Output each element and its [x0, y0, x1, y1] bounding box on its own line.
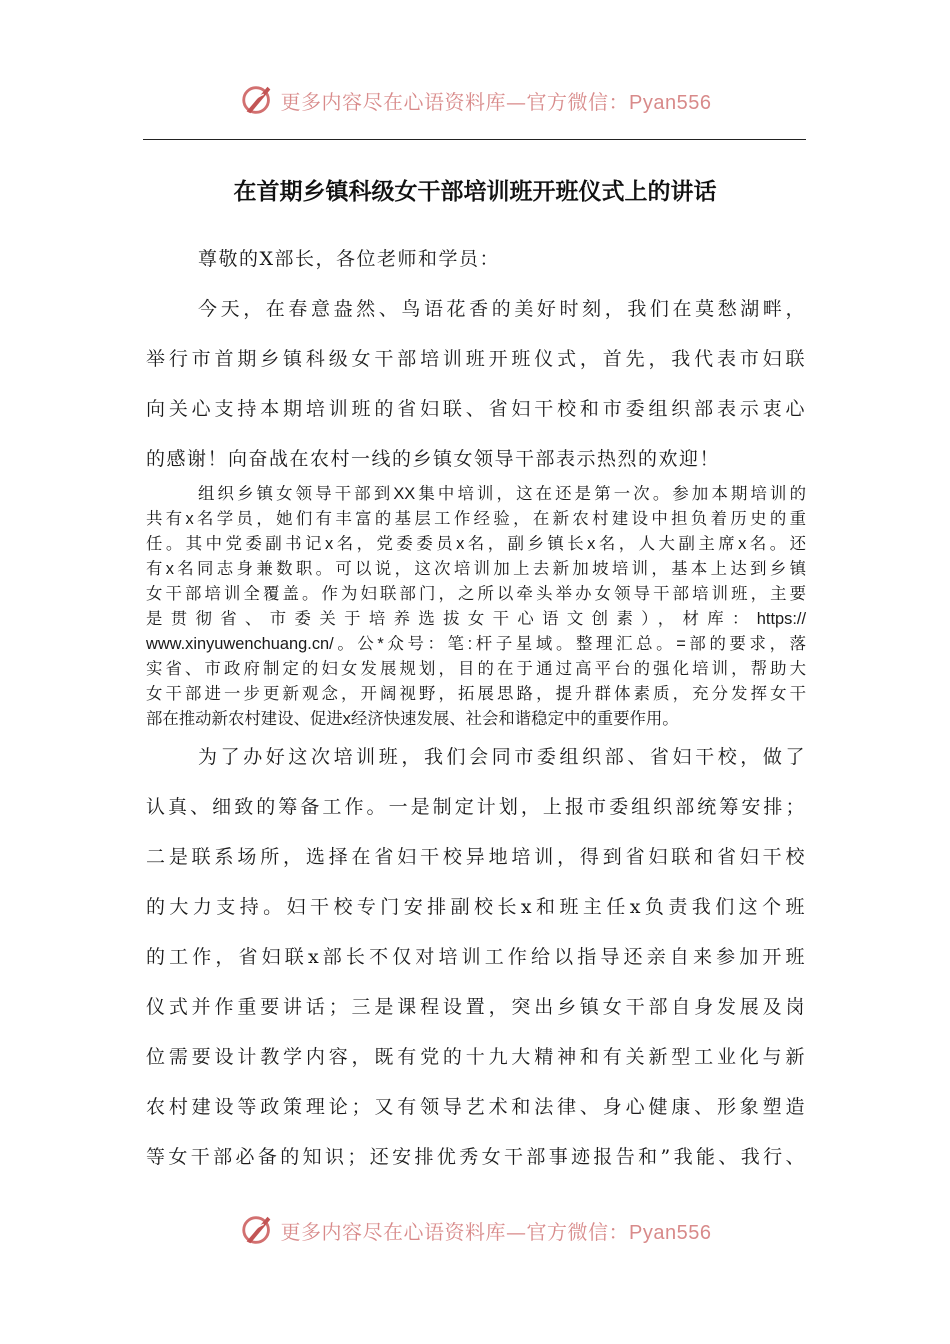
para3-line: 仪式并作重要讲话；三是课程设置，突出乡镇女干部自身发展及岗: [146, 996, 806, 1018]
para1-line: 举行市首期乡镇科级女干部培训班开班仪式，首先，我代表市妇联: [146, 348, 806, 370]
document-title: 在首期乡镇科级女干部培训班开班仪式上的讲话: [233, 179, 717, 205]
para3-line: 为了办好这次培训班，我们会同市委组织部、省妇干校，做了: [198, 746, 806, 768]
para2-line: www.xinyuwenchuang.cn/。公*众号：笔:杆子星域。整理汇总。=部的要求，落: [146, 635, 806, 653]
footer-banner-text: 更多内容尽在心语资料库—官方微信：Pyan556: [280, 1219, 712, 1244]
header-divider: [143, 139, 806, 140]
footer-wechat-id: Pyan556: [629, 1221, 712, 1244]
quill-circle-logo-icon: [239, 1211, 277, 1249]
para3-line: 位需要设计教学内容，既有党的十九大精神和有关新型工业化与新: [146, 1046, 806, 1068]
footer-banner: [0, 1210, 950, 1250]
para2-line: 女干部进一步更新观念，开阔视野，拓展思路，提升群体素质，充分发挥女干: [146, 685, 806, 703]
para3-line: 农村建设等政策理论；又有领导艺术和法律、身心健康、形象塑造: [146, 1096, 806, 1118]
para2-line: 部在推动新农村建设、促进x经济快速发展、社会和谐稳定中的重要作用。: [146, 710, 679, 728]
para1-line: 的感谢！向奋战在农村一线的乡镇女领导干部表示热烈的欢迎！: [146, 448, 721, 470]
para1-line: 向关心支持本期培训班的省妇联、省妇干校和市委组织部表示衷心: [146, 398, 806, 420]
para2-line: 共有x名学员，她们有丰富的基层工作经验，在新农村建设中担负着历史的重: [146, 510, 806, 528]
para3-line: 等女干部必备的知识；还安排优秀女干部事迹报告和”我能、我行、: [146, 1146, 806, 1168]
para3-line: 的工作，省妇联x部长不仅对培训工作给以指导还亲自来参加开班: [146, 946, 806, 968]
salutation: 尊敬的X部长，各位老师和学员：: [198, 248, 501, 270]
quill-circle-logo-icon: [239, 81, 277, 119]
header-banner-text: 更多内容尽在心语资料库—官方微信：Pyan556: [280, 89, 712, 114]
para3-line: 认真、细致的筹备工作。一是制定计划，上报市委组织部统筹安排；: [146, 796, 806, 818]
para2-line: 组织乡镇女领导干部到XX集中培训，这在还是第一次。参加本期培训的: [198, 485, 806, 503]
para2-line: 是贯彻省、市委关于培养选拔女干心语文创素），材库：https://: [146, 610, 806, 628]
para1-line: 今天，在春意盎然、鸟语花香的美好时刻，我们在莫愁湖畔，: [198, 298, 806, 320]
para3-line: 的大力支持。妇干校专门安排副校长x和班主任x负责我们这个班: [146, 896, 806, 918]
header-banner: [0, 80, 950, 120]
para2-line: 任。其中党委副书记x名，党委委员x名，副乡镇长x名，人大副主席x名。还: [146, 535, 806, 553]
header-wechat-id: Pyan556: [629, 91, 712, 114]
para2-line: 有x名同志身兼数职。可以说，这次培训加上去新加坡培训，基本上达到乡镇: [146, 560, 806, 578]
para2-line: 实省、市政府制定的妇女发展规划，目的在于通过高平台的强化培训，帮助大: [146, 660, 806, 678]
para2-block: [146, 482, 806, 732]
para3-line: 二是联系场所，选择在省妇干校异地培训，得到省妇联和省妇干校: [146, 846, 806, 868]
para2-line: 女干部培训全覆盖。作为妇联部门，之所以牵头举办女领导干部培训班，主要: [146, 585, 806, 603]
